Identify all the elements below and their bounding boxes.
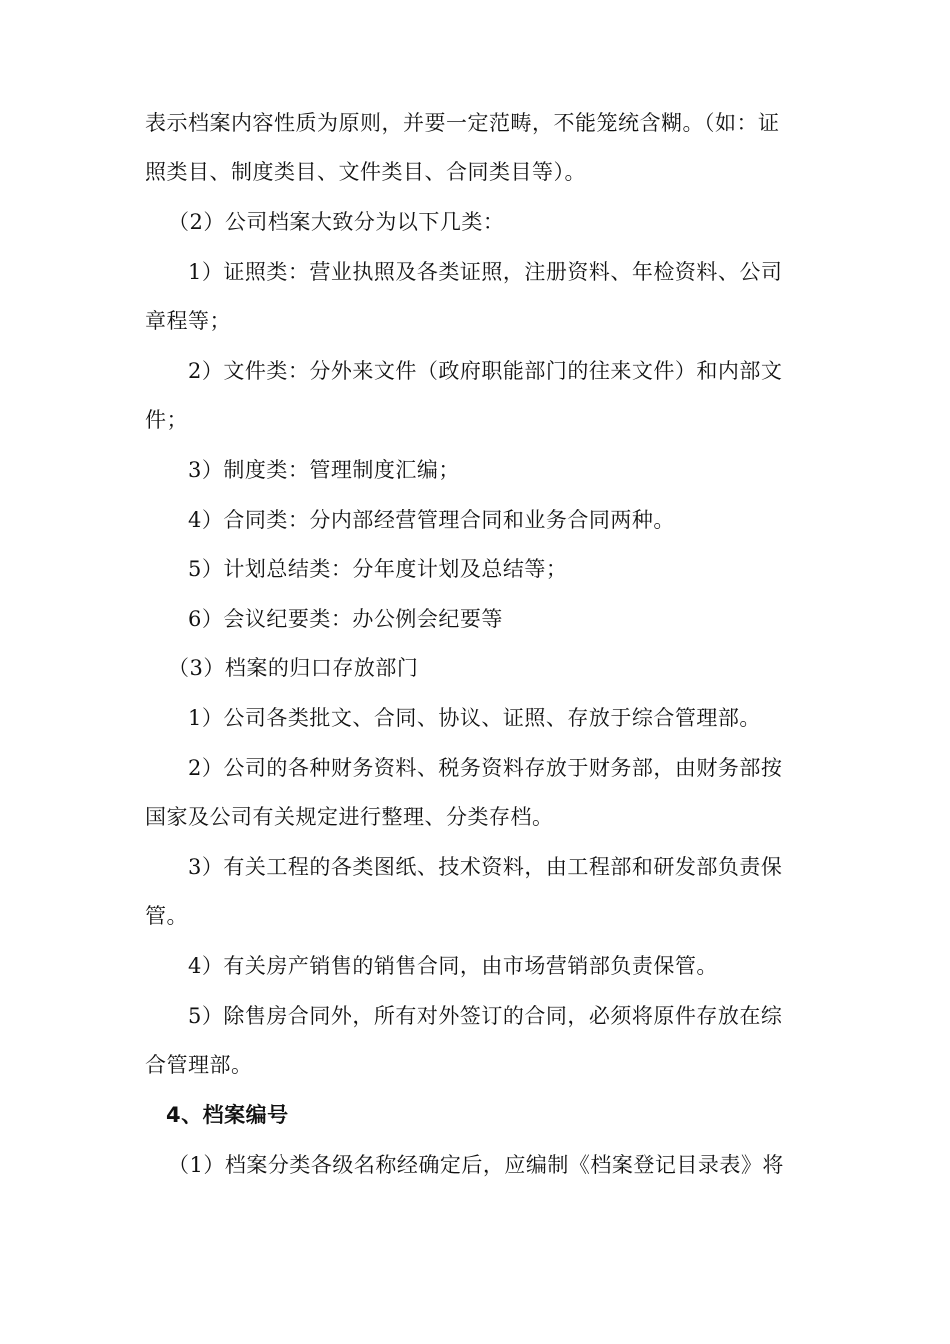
list-item: 5）计划总结类：分年度计划及总结等； — [188, 557, 568, 581]
list-item: 2）文件类：分外来文件（政府职能部门的往来文件）和内部文 — [188, 359, 783, 383]
list-item: 1）公司各类批文、合同、协议、证照、存放于综合管理部。 — [188, 706, 761, 730]
paragraph-line: 国家及公司有关规定进行整理、分类存档。 — [145, 805, 554, 829]
paragraph-line: 合管理部。 — [145, 1053, 253, 1077]
section-heading-2: （2）公司档案大致分为以下几类： — [168, 210, 505, 234]
paragraph-line: 章程等； — [145, 309, 231, 333]
paragraph-line: （1）档案分类各级名称经确定后，应编制《档案登记目录表》将 — [168, 1153, 784, 1177]
list-item: 4）有关房产销售的销售合同，由市场营销部负责保管。 — [188, 954, 718, 978]
list-item: 4）合同类：分内部经营管理合同和业务合同两种。 — [188, 508, 675, 532]
section-heading-3: （3）档案的归口存放部门 — [168, 656, 419, 680]
list-item: 6）会议纪要类：办公例会纪要等 — [188, 607, 503, 631]
list-item: 5）除售房合同外，所有对外签订的合同，必须将原件存放在综 — [188, 1004, 783, 1028]
list-item: 1）证照类：营业执照及各类证照，注册资料、年检资料、公司 — [188, 260, 783, 284]
list-item: 2）公司的各种财务资料、税务资料存放于财务部，由财务部按 — [188, 756, 783, 780]
paragraph-line: 管。 — [145, 904, 188, 928]
list-item: 3）有关工程的各类图纸、技术资料，由工程部和研发部负责保 — [188, 855, 783, 879]
paragraph-line: 照类目、制度类目、文件类目、合同类目等）。 — [145, 160, 586, 184]
paragraph-line: 件； — [145, 408, 188, 432]
list-item: 3）制度类：管理制度汇编； — [188, 458, 460, 482]
section-title: 4、档案编号 — [166, 1103, 289, 1127]
paragraph-line: 表示档案内容性质为原则，并要一定范畴，不能笼统含糊。（如：证 — [145, 111, 780, 135]
